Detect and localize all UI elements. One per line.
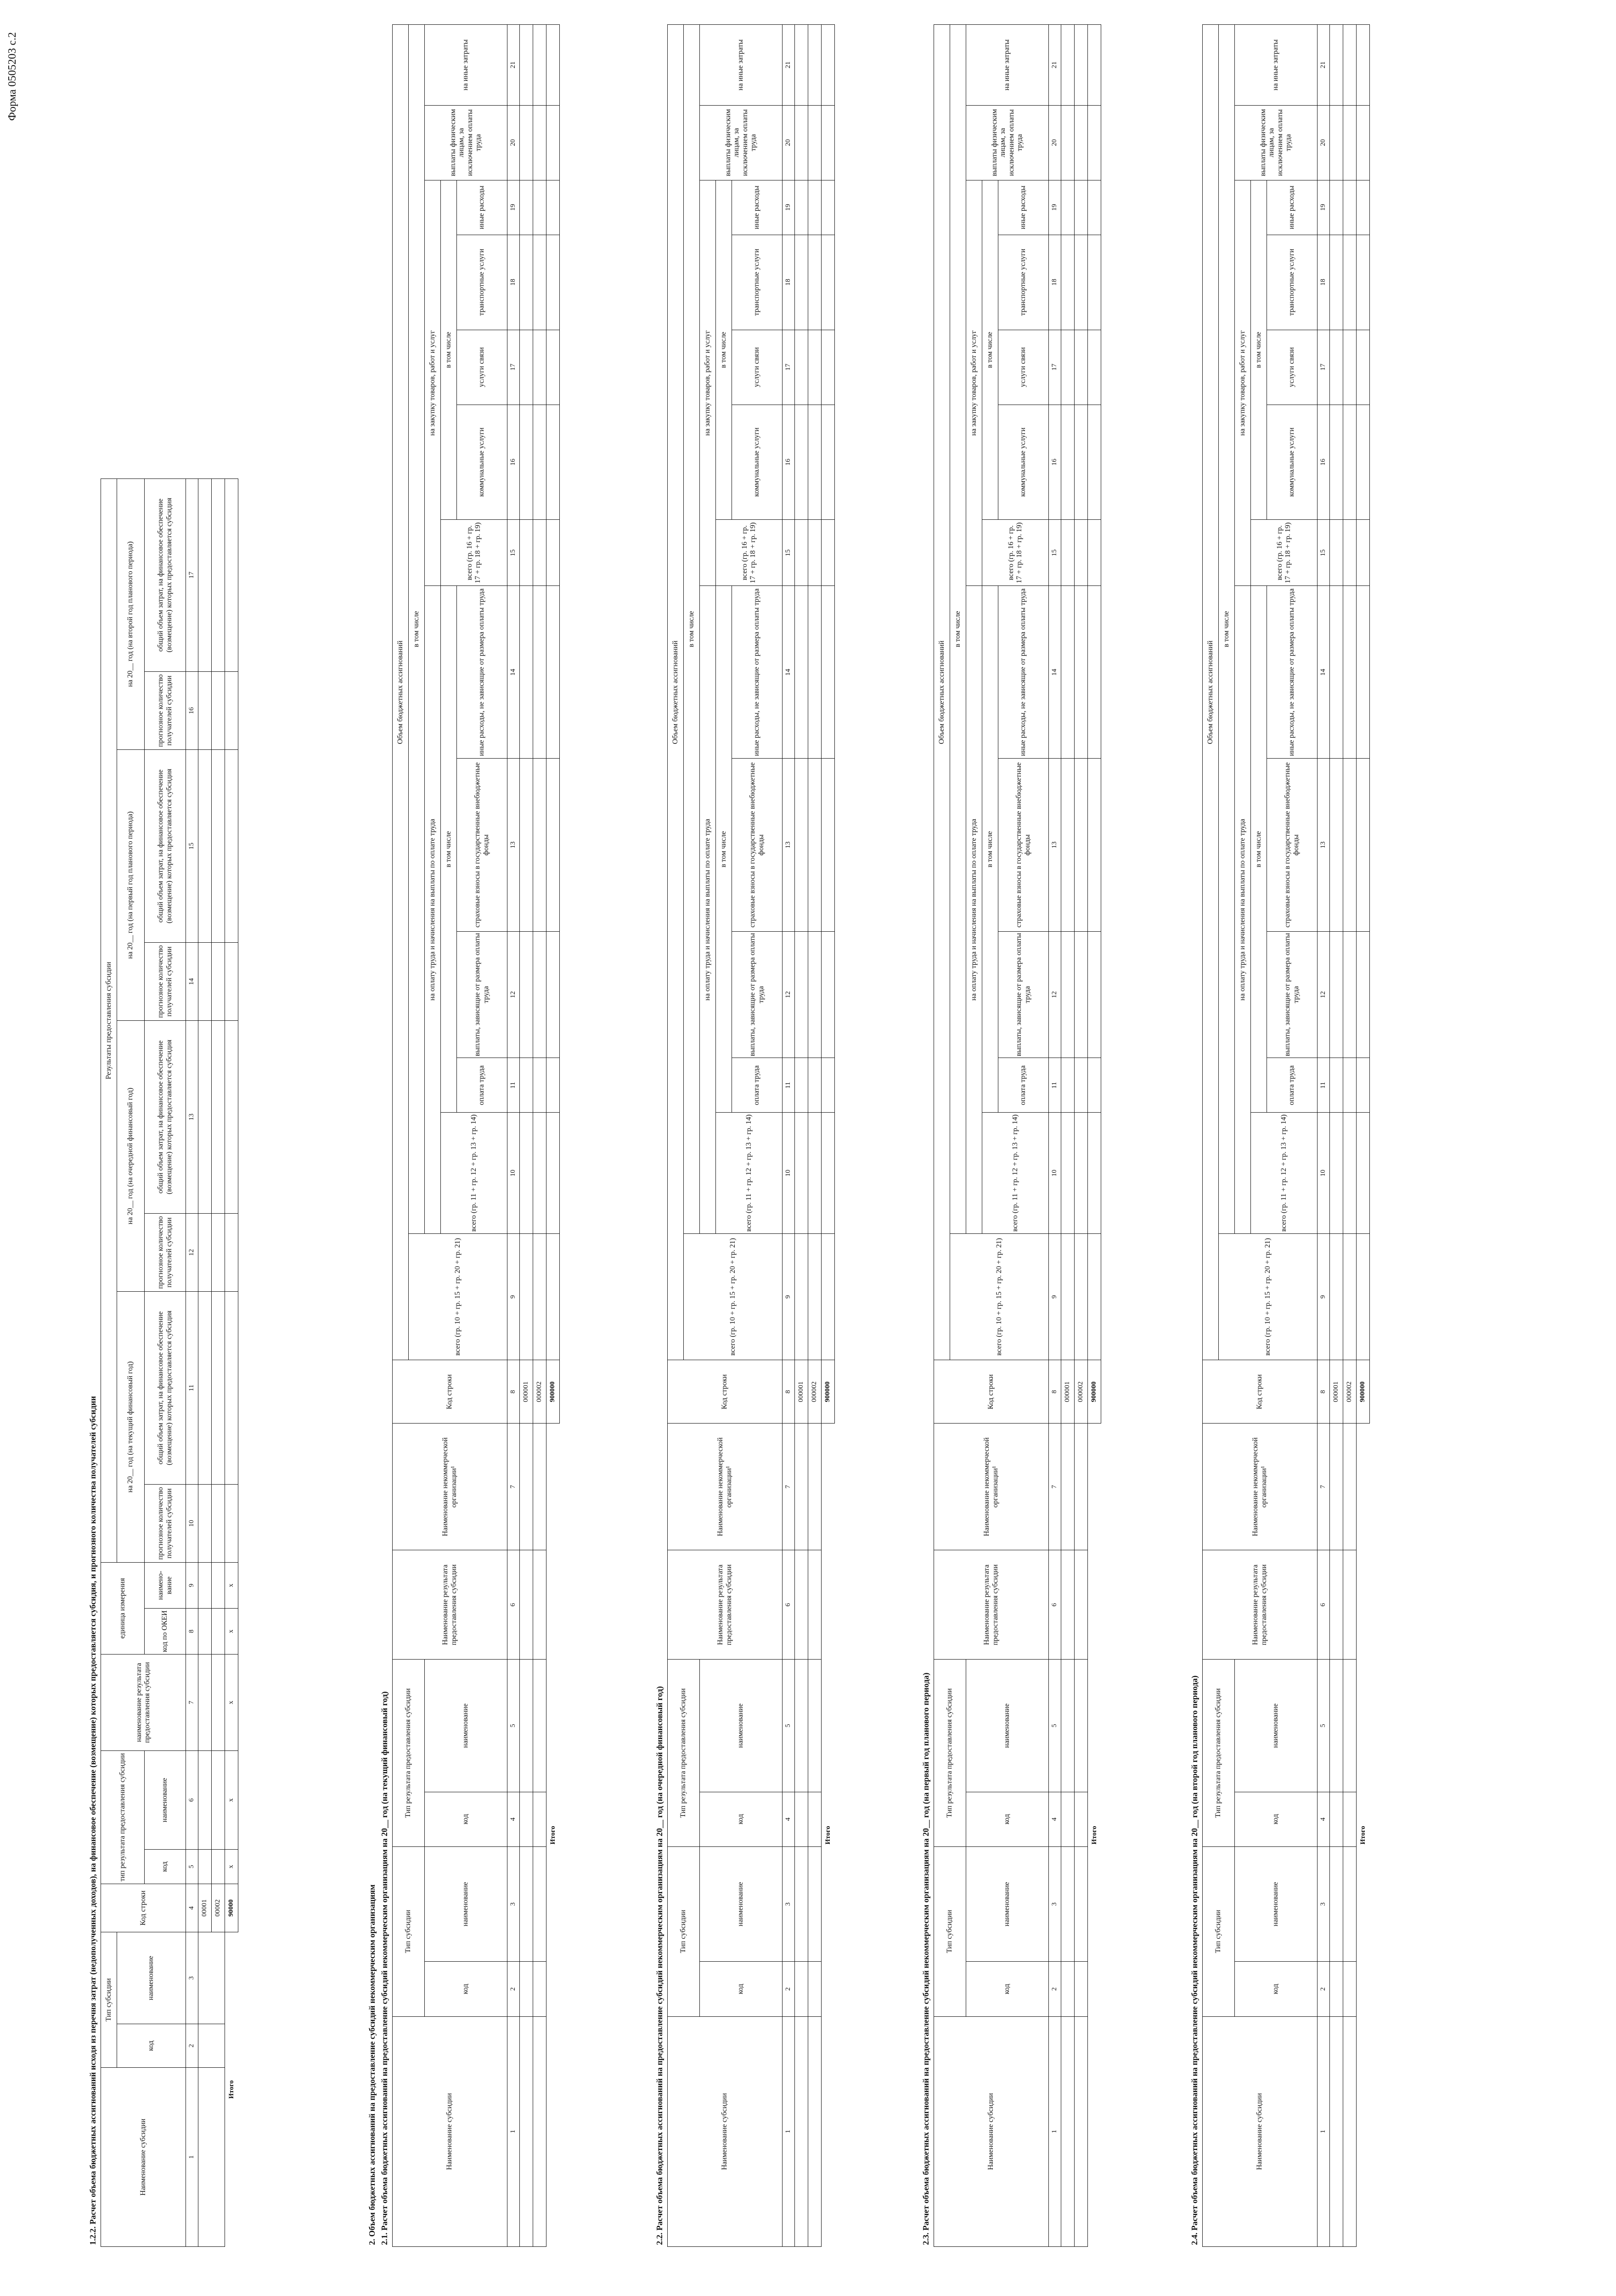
- table-row: 000001: [1330, 25, 1343, 2247]
- col-v-tom-z: в том числе: [716, 180, 732, 520]
- col-oplata: оплата труда: [1267, 1058, 1318, 1113]
- col-inye-nz: иные расходы, не зависящие от размера оплаты труда: [998, 586, 1049, 759]
- col-strah: страховые взносы в государственные внебюджетные фонды: [457, 759, 507, 931]
- col-komm: коммунальные услуги: [457, 405, 507, 520]
- col-transp: транспортные услуги: [998, 235, 1049, 330]
- col-tip-sub: Тип субсидии: [393, 1846, 425, 2016]
- col-naim-res: Наименование результата предоставления субсидии: [934, 1550, 1049, 1660]
- col-zakupka: на закупку товаров, работ и услуг: [966, 180, 982, 586]
- col-inye: иные расходы: [1267, 180, 1318, 235]
- col-opl-trud: на оплату труда и начисления на выплаты по оплате труда: [1235, 586, 1251, 1233]
- col-kod: код: [966, 1962, 1049, 2016]
- col-rezult: Результаты предоставления субсидии: [101, 478, 117, 1562]
- total-label: Итого: [1090, 1826, 1098, 1845]
- col-naim-sub: Наименование субсидии: [101, 2068, 186, 2247]
- total-row: Итого 900000: [546, 25, 560, 2247]
- col-v-tom: в том числе: [409, 25, 425, 1234]
- table-row: 000002: [1075, 25, 1088, 2247]
- col-kod-str: Код строки: [393, 1360, 507, 1424]
- col-naim: наименование: [1235, 1846, 1318, 1962]
- col-vsego-ot: всего (гр. 11 + гр. 12 + гр. 13 + гр. 14): [441, 1113, 507, 1233]
- col-svyaz: услуги связи: [457, 330, 507, 405]
- col-kod-res: код: [1235, 1792, 1318, 1846]
- table-2-2: [667, 24, 835, 2247]
- col-zakupka: на закупку товаров, работ и услуг: [1235, 180, 1251, 586]
- col-fiz: выплаты физическим лицам, за исключением оплаты труда: [1235, 105, 1318, 180]
- col-vypl-zav: выплаты, зависящие от размера оплаты труда: [998, 931, 1049, 1058]
- col-tip-res: тип результата предоставления субсидии: [101, 1750, 145, 1884]
- col-naim-nko: Наименование некоммерческой организации¹: [668, 1424, 783, 1550]
- col-naim: наименование: [966, 1846, 1049, 1962]
- total-row: Итого 900000: [1088, 25, 1101, 2247]
- col-naim-nko: Наименование некоммерческой организации¹: [934, 1424, 1049, 1550]
- col-vsego-ot: всего (гр. 11 + гр. 12 + гр. 13 + гр. 14): [1251, 1113, 1318, 1233]
- col-strah: страховые взносы в государственные внебюджетные фонды: [1267, 759, 1318, 931]
- column-numbers: 1 2 3 4 5 6 7 8 9 10 11 12 13 14 15 16 17 18 19 20 21: [783, 25, 795, 2247]
- col-vypl-zav: выплаты, зависящие от размера оплаты труда: [1267, 931, 1318, 1058]
- col-oplata: оплата труда: [457, 1058, 507, 1113]
- col-naim-ed: наимено-вание: [145, 1562, 186, 1608]
- col-opl-trud: на оплату труда и начисления на выплаты по оплате труда: [966, 586, 982, 1233]
- col-kod-res: код: [966, 1792, 1049, 1846]
- col-naim: наименование: [700, 1846, 783, 1962]
- col-svyaz: услуги связи: [1267, 330, 1318, 405]
- col-kod: код: [700, 1962, 783, 2016]
- col-naim-res: Наименование результата предоставления субсидии: [1203, 1550, 1318, 1660]
- col-naim-res: наименование результата предоставления субсидии: [101, 1654, 186, 1750]
- col-transp: транспортные услуги: [732, 235, 783, 330]
- col-okei: код по ОКЕИ: [145, 1608, 186, 1654]
- section-title-2-1: 2.1. Расчет объема бюджетных ассигнований на предоставление субсидий некоммерческим организациям на 20__ год (на текущий финансовый год): [380, 1691, 389, 2245]
- col-tip-sub: Тип субсидии: [668, 1846, 700, 2016]
- year-p1: на 20__ год (на первый год планового периода): [117, 749, 145, 1020]
- col-tip-res: Тип результата предоставления субсидии: [668, 1660, 700, 1846]
- col-inye-nz: иные расходы, не зависящие от размера оплаты труда: [732, 586, 783, 759]
- col-naim-res: Наименование результата предоставления субсидии: [668, 1550, 783, 1660]
- table-2-4: [1202, 24, 1370, 2247]
- total-label: Итого: [824, 1826, 832, 1845]
- prog-kol-14: прогнозное количество получателей субсидии: [145, 942, 186, 1020]
- col-oplata: оплата труда: [998, 1058, 1049, 1113]
- col-vsego-z: всего (гр. 16 + гр. 17 + гр. 18 + гр. 19): [1251, 520, 1318, 586]
- obsh-obj-11: общий объем затрат, на финансовое обеспечение (возмещение) которых предоставляется субсидия: [145, 1291, 186, 1484]
- table-row: 000001: [795, 25, 808, 2247]
- obsh-obj-15: общий объем затрат, на финансовое обеспечение (возмещение) которых предоставляется субсидия: [145, 749, 186, 942]
- total-row: Итого 900000: [1357, 25, 1370, 2247]
- col-naim-res2: наименование: [145, 1750, 186, 1849]
- section-title-2-2: 2.2. Расчет объема бюджетных ассигнований на предоставление субсидий некоммерческим организациям на 20__ год (на очередной финансовый год): [655, 1686, 664, 2245]
- col-strah: страховые взносы в государственные внебюджетные фонды: [732, 759, 783, 931]
- col-kod-str: Код строки: [668, 1360, 783, 1424]
- section-2-2: [634, 24, 835, 2247]
- prog-kol-12: прогнозное количество получателей субсидии: [145, 1213, 186, 1291]
- section-title-2-4: 2.4. Расчет объема бюджетных ассигнований на предоставление субсидий некоммерческим организациям на 20__ год (на второй год планового периода): [1190, 1675, 1199, 2245]
- col-tip-sub: Тип субсидии: [934, 1846, 966, 2016]
- col-inye-nz: иные расходы, не зависящие от размера оплаты труда: [457, 586, 507, 759]
- col-kod-res: код: [145, 1850, 186, 1884]
- col-v-tom-ot: в том числе: [1251, 586, 1267, 1113]
- col-ed-izm: единица измерения: [101, 1562, 145, 1654]
- table-2-3: [934, 24, 1101, 2247]
- col-opl-trud: на оплату труда и начисления на выплаты по оплате труда: [425, 586, 441, 1233]
- col-vsego-z: всего (гр. 16 + гр. 17 + гр. 18 + гр. 19): [716, 520, 783, 586]
- year-tek: на 20__ год (на текущий финансовый год): [117, 1291, 145, 1562]
- col-kod: код: [1235, 1962, 1318, 2016]
- col-naim-res2: наименование: [425, 1660, 507, 1792]
- col-obj-ba: Объем бюджетных ассигнований: [1203, 25, 1219, 1360]
- col-naim-sub: Наименование субсидии: [668, 2016, 783, 2246]
- col-naim-res2: наименование: [1235, 1660, 1318, 1792]
- col-tip-sub: Тип субсидии: [1203, 1846, 1235, 2016]
- col-naim-sub: Наименование субсидии: [934, 2016, 1049, 2246]
- col-strah: страховые взносы в государственные внебюджетные фонды: [998, 759, 1049, 931]
- col-vsego-ot: всего (гр. 11 + гр. 12 + гр. 13 + гр. 14): [716, 1113, 783, 1233]
- col-naim: наименование: [425, 1846, 507, 1962]
- col-naim-sub: Наименование субсидии: [393, 2016, 507, 2246]
- col-inye-nz: иные расходы, не зависящие от размера оплаты труда: [1267, 586, 1318, 759]
- col-kod-res: код: [425, 1792, 507, 1846]
- section-1-2-2: [88, 24, 238, 2247]
- obsh-obj-13: общий объем затрат, на финансовое обеспечение (возмещение) которых предоставляется субсидия: [145, 1020, 186, 1213]
- table-2-1: [392, 24, 560, 2247]
- col-v-tom-z: в том числе: [441, 180, 457, 520]
- col-v-tom-ot: в том числе: [982, 586, 998, 1113]
- col-zakupka: на закупку товаров, работ и услуг: [700, 180, 716, 586]
- column-numbers: 1 2 3 4 5 6 7 8 9 10 11 12 13 14 15 16 17 18 19 20 21: [507, 25, 520, 2247]
- prog-kol-10: прогнозное количество получателей субсидии: [145, 1484, 186, 1562]
- year-p2: на 20__ год (на второй год планового периода): [117, 478, 145, 749]
- total-label: Итого: [227, 2080, 235, 2099]
- table-row: 000002: [533, 25, 546, 2247]
- col-v-tom-z: в том числе: [982, 180, 998, 520]
- col-naim-res2: наименование: [700, 1660, 783, 1792]
- section-2-4: [1169, 24, 1370, 2247]
- col-obj-ba: Объем бюджетных ассигнований: [393, 25, 409, 1360]
- col-naim-nko: Наименование некоммерческой организации¹: [393, 1424, 507, 1550]
- col-tip-res: Тип результата предоставления субсидии: [1203, 1660, 1235, 1846]
- col-obj-ba: Объем бюджетных ассигнований: [934, 25, 950, 1360]
- col-naim-sub: Наименование субсидии: [1203, 2016, 1318, 2246]
- col-v-tom-z: в том числе: [1251, 180, 1267, 520]
- col-kod-str: Код строки: [1203, 1360, 1318, 1424]
- col-v-tom-ot: в том числе: [441, 586, 457, 1113]
- total-row: Итого 900000: [822, 25, 835, 2247]
- table-row: 000002: [1343, 25, 1357, 2247]
- section-2-3: [900, 24, 1101, 2247]
- col-zakupka: на закупку товаров, работ и услуг: [425, 180, 441, 586]
- total-row: Итого 90000 x x x x x: [225, 25, 238, 2247]
- section-title-2: 2. Объем бюджетных ассигнований на предоставление субсидий некоммерческим организациям: [367, 1884, 377, 2245]
- col-vsego-z: всего (гр. 16 + гр. 17 + гр. 18 + гр. 19): [982, 520, 1049, 586]
- col-vypl-zav: выплаты, зависящие от размера оплаты труда: [457, 931, 507, 1058]
- prog-kol-16: прогнозное количество получателей субсидии: [145, 671, 186, 749]
- col-vypl-zav: выплаты, зависящие от размера оплаты труда: [732, 931, 783, 1058]
- col-naim: наименование: [117, 1932, 186, 2024]
- col-vsego-z: всего (гр. 16 + гр. 17 + гр. 18 + гр. 19): [441, 520, 507, 586]
- col-naim-res: Наименование результата предоставления субсидии: [393, 1550, 507, 1660]
- col-svyaz: услуги связи: [732, 330, 783, 405]
- table-row: 000001: [520, 25, 533, 2247]
- col-transp: транспортные услуги: [1267, 235, 1318, 330]
- col-komm: коммунальные услуги: [732, 405, 783, 520]
- column-numbers: 1 2 3 4 5 6 7 8 9 10 11 12 13 14 15 16 17 18 19 20 21: [1318, 25, 1330, 2247]
- col-kod-res: код: [700, 1792, 783, 1846]
- section-title-2-3: 2.3. Расчет объема бюджетных ассигнований на предоставление субсидий некоммерческим организациям на 20__ год (на первый год планового периода): [921, 1672, 930, 2245]
- col-tip-res: Тип результата предоставления субсидии: [934, 1660, 966, 1846]
- column-numbers: 1 2 3 4 5 6 7 8 9 10 11 12 13 14 15 16 17: [186, 25, 198, 2247]
- col-oplata: оплата труда: [732, 1058, 783, 1113]
- col-opl-trud: на оплату труда и начисления на выплаты по оплате труда: [700, 586, 716, 1233]
- col-kod: код: [425, 1962, 507, 2016]
- table-row: 000002: [808, 25, 822, 2247]
- col-inye-z: на иные затраты: [425, 25, 507, 106]
- year-och: на 20__ год (на очередной финансовый год): [117, 1020, 145, 1291]
- col-fiz: выплаты физическим лицам, за исключением оплаты труда: [700, 105, 783, 180]
- section-title-1-2-2: 1.2.2. Расчет объема бюджетных ассигнований исходя из перечня затрат (недополученных доходов), на финансовое обеспечение (возмещение) которых предоставляется субсидия, и прогнозного количества получателей субсидии: [88, 1396, 97, 2245]
- col-vsego-ot: всего (гр. 11 + гр. 12 + гр. 13 + гр. 14): [982, 1113, 1049, 1233]
- section-2-1: [367, 24, 560, 2247]
- col-kod: код: [117, 2024, 186, 2068]
- table-row: 00002: [212, 25, 225, 2247]
- col-vsego-main: всего (гр. 10 + гр. 15 + гр. 20 + гр. 21): [409, 1233, 507, 1360]
- col-v-tom: в том числе: [684, 25, 700, 1234]
- col-inye: иные расходы: [998, 180, 1049, 235]
- col-vsego-main: всего (гр. 10 + гр. 15 + гр. 20 + гр. 21): [950, 1233, 1049, 1360]
- col-kod-str: Код строки: [934, 1360, 1049, 1424]
- col-fiz: выплаты физическим лицам, за исключением оплаты труда: [966, 105, 1049, 180]
- col-komm: коммунальные услуги: [1267, 405, 1318, 520]
- col-kod-str: Код строки: [101, 1884, 186, 1932]
- col-v-tom-ot: в том числе: [716, 586, 732, 1113]
- col-v-tom: в том числе: [1219, 25, 1235, 1234]
- col-tip-sub: Тип субсидии: [101, 1932, 117, 2068]
- column-numbers: 1 2 3 4 5 6 7 8 9 10 11 12 13 14 15 16 17 18 19 20 21: [1049, 25, 1061, 2247]
- col-vsego-main: всего (гр. 10 + гр. 15 + гр. 20 + гр. 21): [1219, 1233, 1318, 1360]
- col-tip-res: Тип результата предоставления субсидии: [393, 1660, 425, 1846]
- total-label: Итого: [549, 1826, 557, 1845]
- col-v-tom: в том числе: [950, 25, 966, 1234]
- col-obj-ba: Объем бюджетных ассигнований: [668, 25, 684, 1360]
- table-row: 000001: [1061, 25, 1075, 2247]
- col-naim-res2: наименование: [966, 1660, 1049, 1792]
- col-inye-z: на иные затраты: [966, 25, 1049, 106]
- table-1-2-2: [101, 24, 238, 2247]
- col-inye: иные расходы: [732, 180, 783, 235]
- col-vsego-main: всего (гр. 10 + гр. 15 + гр. 20 + гр. 21): [684, 1233, 783, 1360]
- col-transp: транспортные услуги: [457, 235, 507, 330]
- table-row: 00001: [198, 25, 212, 2247]
- col-inye-z: на иные затраты: [700, 25, 783, 106]
- col-fiz: выплаты физическим лицам, за исключением оплаты труда: [425, 105, 507, 180]
- total-label: Итого: [1359, 1826, 1367, 1845]
- obsh-obj-17: общий объем затрат, на финансовое обеспечение (возмещение) которых предоставляется субсидия: [145, 478, 186, 671]
- col-inye: иные расходы: [457, 180, 507, 235]
- col-komm: коммунальные услуги: [998, 405, 1049, 520]
- form-code: Форма 0505203 с.2: [6, 32, 18, 121]
- col-naim-nko: Наименование некоммерческой организации¹: [1203, 1424, 1318, 1550]
- col-inye-z: на иные затраты: [1235, 25, 1318, 106]
- col-svyaz: услуги связи: [998, 330, 1049, 405]
